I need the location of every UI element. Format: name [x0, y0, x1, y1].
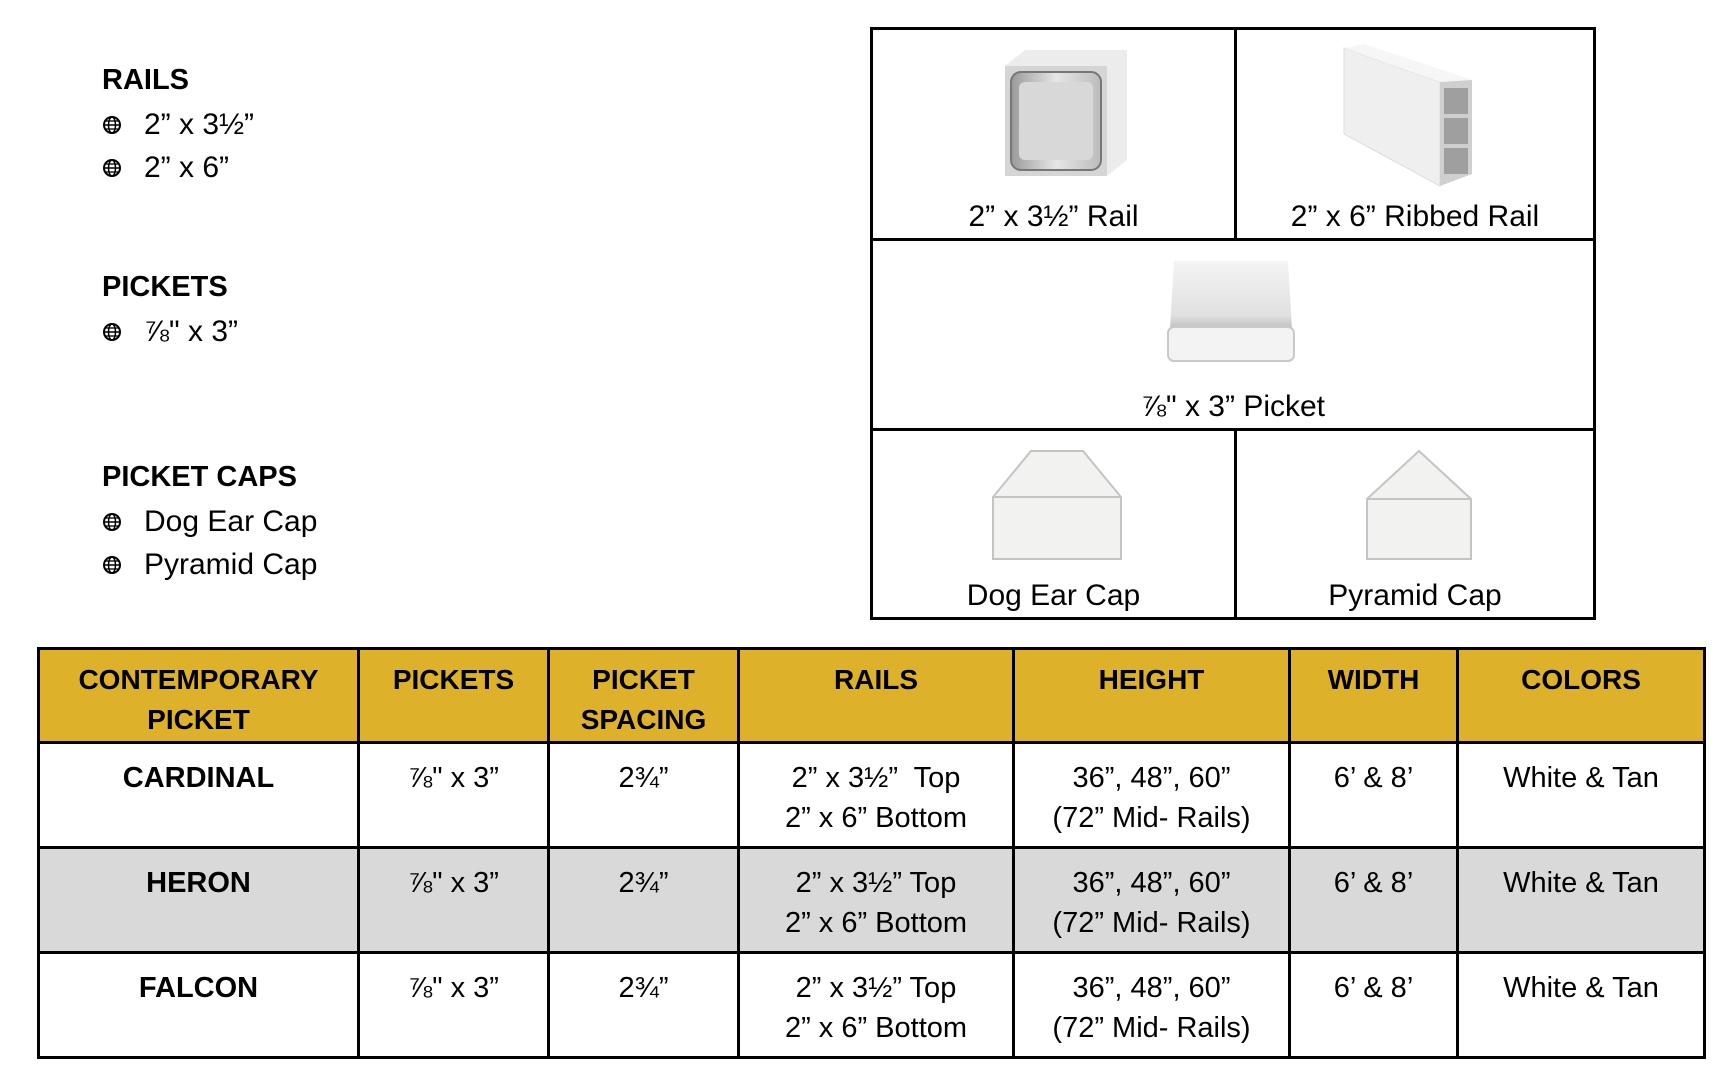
pyramid-cap-cell — [1237, 431, 1593, 617]
pickets-cell: ⅞" x 3” — [359, 743, 549, 848]
width-cell: 6’ & 8’ — [1290, 953, 1458, 1058]
height-cell: 36”, 48”, 60” (72” Mid- Rails) — [1014, 848, 1290, 953]
dog-ear-cap-caption: Dog Ear Cap — [966, 579, 1141, 612]
pickets-cell: ⅞" x 3” — [359, 953, 549, 1058]
dog-ear-cap-image — [991, 449, 1123, 561]
picket-profile-image — [1166, 259, 1296, 365]
pyramid-cap-image — [1365, 449, 1473, 561]
spacing-cell: 2¾” — [549, 743, 739, 848]
globe-bullet-icon — [102, 512, 122, 532]
row-name: CARDINAL — [39, 743, 359, 848]
globe-bullet-icon — [102, 555, 122, 575]
pickets-spec-group — [102, 270, 238, 353]
row-name: HERON — [39, 848, 359, 953]
rails-heading: RAILS — [102, 64, 189, 96]
contemporary-picket-spec-table — [37, 647, 1706, 1059]
pickets-heading: PICKETS — [102, 271, 228, 303]
list-item: 2” x 3½” — [102, 103, 254, 146]
rails-spec-group — [102, 63, 254, 189]
globe-bullet-icon — [102, 115, 122, 135]
pickets-cell: ⅞" x 3” — [359, 848, 549, 953]
column-header-colors: COLORS — [1458, 649, 1705, 743]
pyramid-cap-caption: Pyramid Cap — [1328, 579, 1502, 612]
ribbed-rail-caption: 2” x 6” Ribbed Rail — [1290, 200, 1540, 233]
rails-cell: 2” x 3½” Top 2” x 6” Bottom — [739, 848, 1014, 953]
table-row — [39, 953, 1705, 1058]
spacing-cell: 2¾” — [549, 848, 739, 953]
column-header-picket-spacing: PICKET SPACING — [549, 649, 739, 743]
dog-ear-cap-cell — [873, 431, 1234, 617]
list-item: Pyramid Cap — [102, 543, 317, 586]
table-row — [39, 743, 1705, 848]
height-cell: 36”, 48”, 60” (72” Mid- Rails) — [1014, 953, 1290, 1058]
row-name: FALCON — [39, 953, 359, 1058]
rails-cell: 2” x 3½” Top 2” x 6” Bottom — [739, 743, 1014, 848]
width-cell: 6’ & 8’ — [1290, 848, 1458, 953]
table-header-row — [39, 649, 1705, 743]
ribbed-rail-cell — [1237, 30, 1593, 238]
width-cell: 6’ & 8’ — [1290, 743, 1458, 848]
spacing-cell: 2¾” — [549, 953, 739, 1058]
rail-profile-image — [1003, 48, 1128, 188]
colors-cell: White & Tan — [1458, 743, 1705, 848]
globe-bullet-icon — [102, 158, 122, 178]
column-header-rails: RAILS — [739, 649, 1014, 743]
table-row — [39, 848, 1705, 953]
picket-cell — [873, 241, 1593, 428]
column-header-width: WIDTH — [1290, 649, 1458, 743]
list-item: Dog Ear Cap — [102, 500, 317, 543]
column-header-contemporary-picket: CONTEMPORARY PICKET — [39, 649, 359, 743]
globe-bullet-icon — [102, 322, 122, 342]
list-item: 2” x 6” — [102, 146, 254, 189]
list-item: ⅞" x 3” — [102, 310, 238, 353]
rails-cell: 2” x 3½” Top 2” x 6” Bottom — [739, 953, 1014, 1058]
colors-cell: White & Tan — [1458, 848, 1705, 953]
height-cell: 36”, 48”, 60” (72” Mid- Rails) — [1014, 743, 1290, 848]
ribbed-rail-image — [1342, 44, 1477, 194]
column-header-height: HEIGHT — [1014, 649, 1290, 743]
colors-cell: White & Tan — [1458, 953, 1705, 1058]
picket-caps-spec-group — [102, 460, 317, 586]
picket-caps-heading: PICKET CAPS — [102, 461, 297, 493]
product-image-grid — [870, 27, 1596, 620]
rail-3-5-caption: 2” x 3½” Rail — [968, 200, 1139, 233]
picket-caption: ⅞" x 3” Picket — [1140, 390, 1326, 423]
column-header-pickets: PICKETS — [359, 649, 549, 743]
rail-3-5-cell — [873, 30, 1234, 238]
